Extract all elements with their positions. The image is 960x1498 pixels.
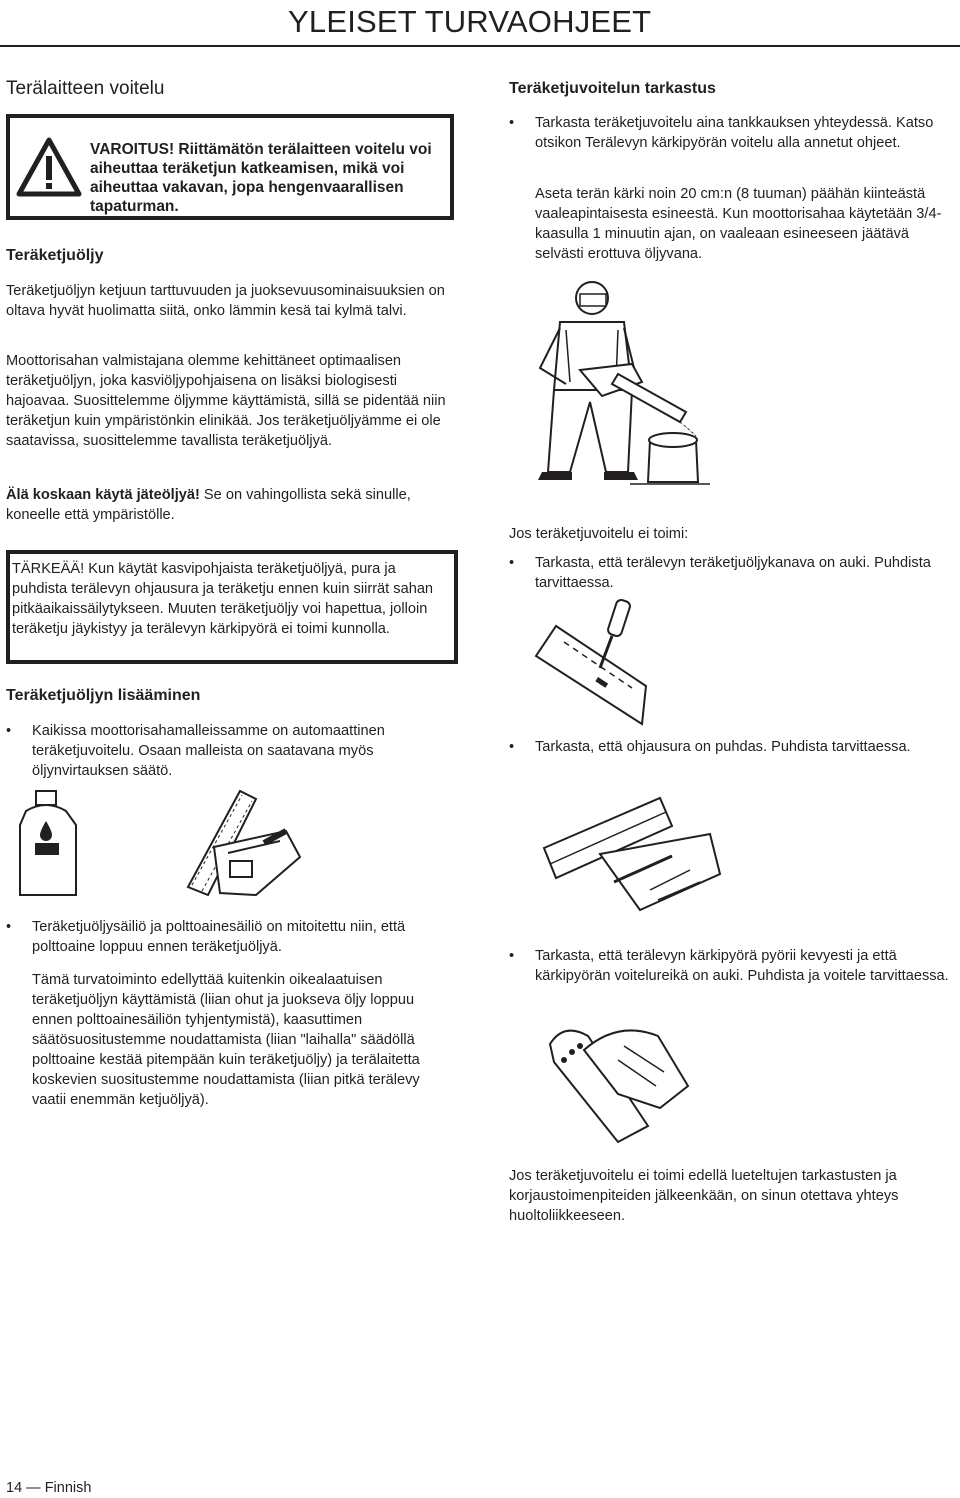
page-footer	[6, 1480, 91, 1496]
list-item	[509, 946, 955, 986]
paragraph-contact-service: Jos teräketjuvoitelu ei toimi edellä lueteltujen tarkastusten ja korjaustoimenpiteiden jälkeenkään, on sinun otettava yhteys huoltoliikkeeseen.	[509, 1168, 899, 1224]
bullet-dot: •	[509, 115, 515, 131]
bar-groove-cleaning-illustration	[540, 790, 730, 920]
list-item	[6, 721, 446, 781]
list-item	[509, 113, 955, 153]
chainsaw-icon	[188, 791, 300, 895]
heading-adding-oil: Teräketjuöljyn lisääminen	[6, 687, 201, 704]
warning-message	[90, 140, 446, 216]
important-box	[6, 550, 458, 664]
important-message	[12, 559, 454, 639]
paragraph-safety-function: Tämä turvatoiminto edellyttää kuitenkin oikealaatuisen teräketjuöljyn käyttämistä (liian ohut ja juokseva öljy loppuu ennen polttoainesäiliön tyhjentymistä), kaasuttimen säätösuositustemme noudattamista (liian "laihalla" säädöllä polttoaine kestää pitempään kuin teräketjuöljy) ja terälaitetta koskevien suositustemme noudattamista (liian pitkä terälevy vaatii enemmän ketjuöljyä).	[32, 972, 420, 1108]
page-number: 14	[6, 1480, 23, 1496]
oil-bottle-chainsaw-illustration	[18, 785, 308, 905]
warning-label: VAROITUS!	[90, 141, 175, 158]
nose-sprocket-lubrication-illustration	[548, 1016, 698, 1146]
bullet-text: Tarkasta, että terälevyn teräketjuöljykanava on auki. Puhdista tarvittaessa.	[535, 555, 931, 591]
operator-testing-chainsaw-illustration	[520, 272, 720, 492]
footer-language: Finnish	[44, 1480, 92, 1496]
important-text: Kun käytät kasvipohjaista teräketjuöljyä, pura ja puhdista terälevyn ohjausura ja teräketju ennen kuin siirrät sahan pitkäaikaissäilytykseen. Muuten teräketjuöljy voi hapettua, jolloin teräketju jäykistyy ja terälevyn kärkipyörä ei toimi kunnolla.	[12, 561, 434, 637]
paragraph-check-procedure: Aseta terän kärki noin 20 cm:n (8 tuuman) päähän kiinteästä vaaleapintaisesta esineestä. Kun moottorisahaa käytetään 3/4-kaasulla 1 minuutin ajan, on vaaleaan esineeseen jäätävä selvästi erottuva öljyvana.	[535, 186, 942, 262]
footer-dash: —	[26, 1480, 41, 1496]
page-header-title: YLEISET TURVAOHJEET	[288, 4, 652, 39]
bullet-dot: •	[509, 739, 515, 755]
warning-triangle-icon	[16, 136, 82, 198]
helmet-icon	[576, 282, 608, 314]
bullet-text: Kaikissa moottorisahamalleissamme on automaattinen teräketjuvoitelu. Osaan malleista on saatavana myös öljynvirtauksen säätö.	[32, 723, 385, 779]
paragraph-oil-properties: Teräketjuöljyn ketjuun tarttuvuuden ja juoksevuusominaisuuksien on oltava hyvät huolimatta siitä, onko lämmin kesä tai kylmä talvi.	[6, 283, 445, 319]
oil-bottle-icon	[20, 791, 76, 895]
no-waste-oil-rest: Se on vahingollista sekä sinulle, koneelle että ympäristölle.	[6, 487, 411, 523]
paragraph-no-waste-oil	[6, 485, 446, 525]
section-title-lubrication: Terälaitteen voitelu	[6, 78, 165, 99]
header-divider	[0, 45, 960, 47]
paragraph-oil-recommendation: Moottorisahan valmistajana olemme kehittäneet optimaalisen teräketjuöljyn, joka kasviöljypohjaisena on lisäksi biologisesti hajoavaa. Suosittelemme öljymme käyttämistä, sillä se pidentää niin teräketjun kuin ympäristönkin elinikää. Jos teräketjuöljyämme ei ole saatavissa, suosittelemme tavallista teräketjuöljyä.	[6, 353, 446, 449]
heading-lubrication-check: Teräketjuvoitelun tarkastus	[509, 80, 716, 97]
bullet-dot: •	[6, 919, 12, 935]
no-waste-oil-bold: Älä koskaan käytä jäteöljyä!	[6, 487, 200, 503]
warning-box	[6, 114, 454, 220]
bullet-text: Tarkasta teräketjuvoitelu aina tankkauksen yhteydessä. Katso otsikon Terälevyn kärkipyörän voitelu alla annetut ohjeet.	[535, 115, 934, 151]
bullet-text: Tarkasta, että ohjausura on puhdas. Puhdista tarvittaessa.	[535, 739, 911, 755]
list-item	[509, 553, 949, 593]
list-item	[509, 737, 949, 757]
warning-text: Riittämätön terälaitteen voitelu voi aiheuttaa teräketjun katkeamisen, mikä voi aiheuttaa vakavan, jopa hengenvaarallisen tapaturman.	[90, 141, 432, 215]
heading-chain-oil: Teräketjuöljy	[6, 247, 104, 264]
bullet-text: Tarkasta, että terälevyn kärkipyörä pyörii kevyesti ja että kärkipyörän voitelureikä on auki. Puhdista ja voitele tarvittaessa.	[535, 948, 949, 984]
text-if-not-working: Jos teräketjuvoitelu ei toimi:	[509, 526, 689, 542]
warning-icon-strip	[10, 118, 90, 216]
screwdriver-icon	[607, 599, 631, 638]
bullet-dot: •	[509, 948, 515, 964]
screwdriver-bar-oil-channel-illustration	[534, 598, 654, 728]
bullet-dot: •	[509, 555, 515, 571]
bullet-text: Teräketjuöljysäiliö ja polttoainesäiliö on mitoitettu niin, että polttoaine loppuu ennen teräketjuöljyä.	[32, 919, 406, 955]
list-item	[6, 917, 458, 957]
important-label: TÄRKEÄÄ!	[12, 561, 85, 577]
bullet-dot: •	[6, 723, 12, 739]
